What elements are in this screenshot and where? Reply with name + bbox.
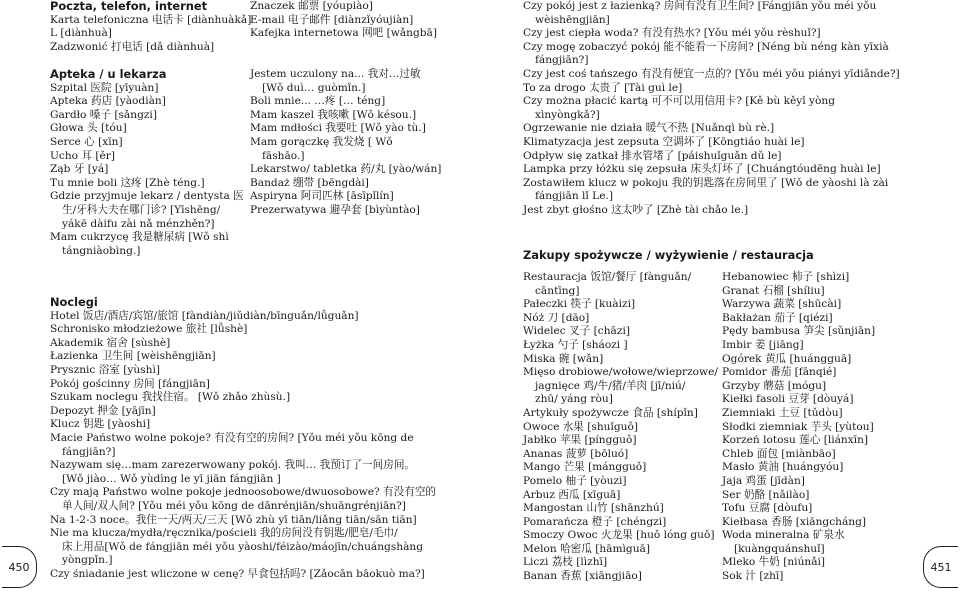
entry-line: Nóż 刀 [dāo] (523, 311, 590, 324)
entry-line: Czy śniadanie jest wliczone w cenę? 早食包括吗? [Zǎocān bāokuò ma?] (50, 567, 425, 580)
vocab-entry (50, 177, 246, 191)
entry-line: Mam cukrzycę 我是糖尿病 [Wǒ shì (50, 231, 229, 244)
entry-line: Jest zbyt głośno 这太吵了 [Zhè tài chǎo le.] (523, 203, 749, 216)
entry-line: tángniàobìng.] (62, 244, 141, 257)
entry-line: Czy jest coś tańszego 有没有便宜一点的? [Yǒu méi yǒu piányi yīdiǎnde?] (523, 67, 900, 80)
vocab-entry (523, 421, 713, 435)
vocab-entry (50, 310, 475, 324)
entry-line: Pomarańcza 橙子 [chéngzi] (523, 515, 667, 528)
entry-line: Pokój gościnny 房间 [fángjiān] (50, 377, 210, 390)
entry-line: Szpital 医院 [yīyuàn] (50, 81, 159, 94)
spacer (250, 54, 472, 68)
page-number-left: 450 (8, 560, 30, 574)
entry-line: fángjiān?] (62, 445, 116, 458)
vocab-entry (50, 350, 475, 364)
vocab-entry (50, 323, 475, 337)
vocab-entry (523, 41, 923, 68)
entry-line: Gdzie przyjmuje lekarz / dentysta 医 (50, 190, 244, 203)
vocab-entry (523, 82, 923, 96)
entry-line: Liczi 荔枝 [lìzhī] (523, 556, 608, 569)
vocab-entry (523, 312, 713, 326)
entry-line: Prysznic 浴室 [yùshì] (50, 363, 160, 376)
entry-line: Widelec 叉子 [chāzi] (523, 325, 630, 338)
entry-line: Serce 心 [xīn] (50, 135, 123, 148)
vocab-entry (50, 13, 252, 28)
entry-line: Arbuz 西瓜 [xīguā] (523, 488, 621, 501)
entry-line: Mam mdłości 我要吐 [Wǒ yào tù.] (250, 122, 426, 135)
entry-line: fángjiān?] (535, 54, 589, 67)
vocab-entry (722, 325, 912, 339)
vocab-entry (50, 486, 475, 513)
entry-line: Mam gorączkę 我发烧 [ Wǒ (250, 135, 393, 148)
entry-line: Nie ma klucza/mydła/ręcznika/pościeli 我的房间没有钥匙/肥皂/毛巾/ (50, 527, 398, 540)
entry-line: Ananas 菠萝 [bōluó] (523, 447, 629, 460)
vocab-entry (722, 570, 912, 584)
entry-line: Woda mineralna 矿泉水 (722, 529, 845, 542)
entry-line: [kuàngquánshuǐ] (734, 542, 825, 555)
entry-line: Grzyby 蘑菇 [mógu] (722, 379, 827, 392)
vocab-entry (523, 339, 713, 353)
entry-line: Bandaż 绷带 [bēngdài] (250, 176, 369, 189)
vocab-entry (250, 204, 472, 218)
vocab-entry (722, 353, 912, 367)
hotel-phrases-section (523, 0, 923, 218)
vocab-entry (50, 163, 246, 177)
entry-line: Czy jest ciepła woda? 有没有热水? [Yǒu méi yǒu rèshuǐ?] (523, 27, 821, 40)
entry-line: Pomidor 番茄 [fānqié] (722, 366, 837, 379)
entry-line: Warzywa 蔬菜 [shūcài] (722, 298, 842, 311)
vocab-entry (523, 163, 923, 177)
right-page (480, 0, 960, 608)
entry-line: Nazywam się…mam zarezerwowany pokój. 我叫… 我预订了一间房间。 (50, 459, 416, 472)
vocab-entry (50, 95, 246, 109)
vocab-entry (722, 339, 912, 353)
vocab-entry (722, 461, 912, 475)
vocab-entry (50, 231, 246, 258)
entry-line: Mam kaszel 我咳嗽 [Wǒ késou.] (250, 108, 417, 121)
entry-line: cāntīng] (535, 284, 580, 297)
vocab-entry (50, 136, 246, 150)
vocab-entry (50, 568, 475, 582)
vocab-entry (523, 366, 718, 407)
vocab-entry (722, 502, 912, 516)
entry-line: Depozyt 押金 [yājīn] (50, 404, 156, 417)
vocab-entry (523, 271, 713, 298)
entry-line: fāshāo.] (262, 149, 305, 162)
entry-line: L [diànhuà] (50, 27, 112, 40)
vocab-entry (523, 556, 713, 570)
vocab-entry (722, 529, 912, 556)
vocab-entry (523, 68, 923, 82)
entry-line: Restauracja 饭馆/餐厅 [fànguǎn/ (523, 271, 692, 283)
entry-line: 单人间/双人间? [Yǒu méi yǒu kōng de dānrénjiān/shuāngrénjiān?] (62, 499, 406, 512)
entry-line: Sok 汁 [zhī] (722, 570, 784, 583)
vocab-entry (523, 529, 713, 543)
entry-line: Aspiryna 阿司匹林 [āsīpǐlín] (250, 190, 394, 203)
entry-line: Gardło 嗓子 [sǎngzi] (50, 108, 157, 121)
vocab-entry (50, 527, 475, 568)
entry-line: Hebanowiec 柿子 [shìzi] (722, 271, 850, 283)
entry-line: Prezerwatywa 避孕套 [bìyùntào] (250, 203, 420, 216)
entry-line: Karta telefoniczna 电话卡 [diànhuàkǎ] (50, 13, 252, 26)
entry-line: Zostawiłem klucz w pokoju 我的钥匙落在房间里了 [Wǒ de yàoshi là zài (523, 176, 889, 189)
entry-line: Mleko 牛奶 [niúnǎi] (722, 556, 826, 569)
vocab-entry (50, 27, 246, 41)
entry-line: Klucz 钥匙 [yàoshi] (50, 418, 151, 431)
entry-line: xìnyòngkǎ?] (535, 108, 600, 121)
entry-line: Melon 哈密瓜 [hāmìguā] (523, 542, 650, 555)
vocab-entry (523, 448, 713, 462)
entry-line: Mięso drobiowe/wołowe/wieprzowe/ (523, 366, 718, 379)
entry-line: Czy pokój jest z łazienką? 房间有没有卫生间? [Fángjiān yǒu méi yǒu (523, 0, 877, 12)
section-heading: Noclegi (50, 295, 98, 309)
vocab-entry (50, 150, 246, 164)
vocab-entry (722, 489, 912, 503)
entry-line: Lampka przy łóżku się zepsuła 床头灯坏了 [Chuángtóudēng huài le] (523, 163, 881, 176)
vocab-entry (722, 285, 912, 299)
entry-line: yákē dàifu zài nǎ ménzhěn?] (62, 217, 215, 230)
entry-line: Banan 香蕉 [xiāngjiāo] (523, 570, 642, 583)
entry-line: Kafejka internetowa 网吧 [wǎngbā] (250, 27, 437, 40)
entry-line: wèishēngjiān] (535, 13, 610, 26)
entry-line: Odpływ się zatkał 排水管堵了 [páishuǐguǎn dǔ le] (523, 149, 782, 162)
entry-line: Zadzwonić 打电话 [dǎ diànhuà] (50, 40, 215, 53)
vocab-entry (523, 543, 713, 557)
vocab-entry (523, 27, 923, 41)
vocab-entry (50, 405, 475, 419)
vocab-entry (50, 391, 475, 405)
vocab-entry (50, 82, 246, 96)
vocab-entry (50, 337, 475, 351)
vocab-entry (523, 570, 713, 584)
entry-line: 生/牙科大夫在哪门诊? [Yīshēng/ (62, 203, 221, 216)
entry-line: Na 1-2-3 noce。我住一天/两天/三天 [Wǒ zhù yī tiān/liǎng tiān/sān tiān] (50, 513, 417, 526)
vocab-entry (722, 271, 912, 285)
entry-line: fángjiān lǐ Le.] (535, 190, 613, 203)
vocab-entry (523, 204, 923, 218)
entry-line: Łazienka 卫生间 [wèishēngjiān] (50, 350, 216, 363)
entry-line: Ser 奶酪 [nǎilào] (722, 488, 810, 501)
entry-line: Chleb 面包 [miànbāo] (722, 447, 836, 460)
entry-line: Szukam noclegu 我找住宿。 [Wǒ zhǎo zhùsù.] (50, 391, 291, 404)
vocab-entry (250, 27, 472, 41)
vocab-entry (523, 150, 923, 164)
vocab-entry (722, 475, 912, 489)
entry-line: Ogrzewanie nie działa 暖气不热 [Nuǎnqì bù rè.] (523, 122, 775, 135)
vocab-entry (250, 0, 472, 14)
vocab-entry (250, 163, 472, 177)
vocab-entry (523, 0, 923, 27)
vocab-entry (722, 380, 912, 394)
entry-line: Korzeń lotosu 莲心 [liánxīn] (722, 434, 869, 447)
entry-line: Głowa 头 [tóu] (50, 122, 127, 135)
entry-line: Jestem uczulony na... 我对…过敏 (250, 67, 421, 80)
vocab-entry (250, 122, 472, 136)
entry-line: Znaczek 邮票 [yóupiào] (250, 0, 373, 12)
entry-line: zhū/ yáng ròu] (535, 393, 613, 406)
entry-line: Akademik 宿舍 [sùshè] (50, 336, 171, 349)
page-number-right: 451 (930, 560, 952, 574)
left-column-2 (250, 0, 472, 218)
vocab-entry (50, 190, 246, 231)
vocab-entry (50, 432, 475, 459)
entry-line: 床上用品[Wǒ de fángjiān méi yǒu yàoshi/féizào/máojīn/chuángshàng (62, 540, 424, 553)
entry-line: Miska 碗 [wǎn] (523, 352, 604, 365)
entry-line: [Wǒ jiào… Wǒ yùdìng le yī jiān fángjiān ] (62, 472, 281, 485)
vocab-entry (722, 448, 912, 462)
entry-line: Granat 石榴 [shíliu] (722, 284, 825, 297)
entry-line: Pałeczki 筷子 [kuàizi] (523, 298, 636, 311)
entry-line: Apteka 药店 [yàodiàn] (50, 95, 166, 108)
vocab-entry (523, 325, 713, 339)
entry-line: Tu mnie boli 这疼 [Zhè téng.] (50, 176, 205, 189)
entry-line: Macie Państwo wolne pokoje? 有没有空的房间? [Yǒu méi yǒu kōng de (50, 431, 414, 444)
vocab-entry (50, 122, 246, 136)
vocab-entry (722, 366, 912, 380)
entry-line: yòngpǐn.] (62, 554, 113, 567)
entry-line: Czy mogę zobaczyć pokój 能不能看一下房间? [Néng bù néng kàn yīxià (523, 40, 889, 53)
entry-line: Słodki ziemniak 芋头 [yùtou] (722, 420, 874, 433)
spacer (250, 41, 472, 55)
entry-line: Pędy bambusa 笋尖 [sǔnjiān] (722, 325, 876, 338)
vocab-entry (722, 434, 912, 448)
vocab-entry (722, 421, 912, 435)
vocab-entry (250, 136, 472, 163)
entry-line: jagnięce 鸡/牛/猪/羊肉 [jī/niú/ (535, 379, 686, 392)
shopping-column-right (722, 271, 912, 584)
vocab-entry (722, 516, 912, 530)
entry-line: Ogórek 黄瓜 [huángguā] (722, 352, 852, 365)
entry-line: Ząb 牙 [yá] (50, 163, 109, 176)
entry-line: Pomelo 柚子 [yòuzi] (523, 474, 627, 487)
entry-line: Łyżka 勺子 [sháozi ] (523, 338, 628, 351)
vocab-entry (50, 378, 475, 392)
entry-line: Jabłko 苹果 [píngguǒ] (523, 434, 637, 447)
vocab-entry (523, 122, 923, 136)
vocab-entry (523, 461, 713, 475)
vocab-entry (50, 41, 246, 55)
entry-line: Boli mnie... …疼 [… téng] (250, 95, 386, 108)
vocab-entry (250, 177, 472, 191)
vocab-entry (523, 502, 713, 516)
entry-line: Masło 黄油 [huángyóu] (722, 461, 844, 474)
vocab-entry (50, 418, 475, 432)
vocab-entry (722, 298, 912, 312)
entry-line: [Wǒ duì… guòmǐn.] (262, 81, 366, 94)
section-heading: Poczta, telefon, internet (50, 0, 208, 13)
vocab-entry (722, 556, 912, 570)
entry-line: Ziemniaki 土豆 [tǔdòu] (722, 406, 843, 419)
entry-line: Czy można płacić kartą 可不可以用信用卡? [Kě bù kěyǐ yòng (523, 95, 836, 108)
vocab-entry (250, 14, 472, 28)
entry-line: Kiełki fasoli 豆芽 [dòuyá] (722, 393, 854, 406)
vocab-entry (250, 68, 472, 95)
vocab-entry (250, 95, 472, 109)
vocab-entry (523, 475, 713, 489)
section-heading: Apteka / u lekarza (50, 66, 167, 81)
shopping-heading: Zakupy spożywcze / wyżywienie / restauracja (523, 248, 814, 262)
entry-line: Tofu 豆腐 [dòufu] (722, 502, 813, 515)
entry-line: Smoczy Owoc 火龙果 [huǒ lóng guǒ] (523, 529, 715, 542)
spacer (50, 54, 246, 68)
entry-line: To za drogo 太贵了 [Tài guì le] (523, 81, 683, 94)
entry-line: Imbir 姜 [jiāng] (722, 338, 804, 351)
vocab-entry (523, 95, 923, 122)
vocab-entry (523, 353, 713, 367)
vocab-entry (523, 298, 713, 312)
entry-line: Lekarstwo/ tabletka 药/丸 [yào/wán] (250, 163, 442, 176)
vocab-entry (523, 407, 713, 421)
accommodation-section (50, 296, 475, 581)
vocab-entry (722, 312, 912, 326)
vocab-entry (250, 190, 472, 204)
vocab-entry (523, 516, 713, 530)
vocab-entry (523, 136, 923, 150)
vocab-entry (722, 393, 912, 407)
entry-line: Kiełbasa 香肠 [xiāngcháng] (722, 515, 867, 528)
left-column-1 (50, 0, 252, 258)
page-number-tab-left (2, 546, 37, 588)
entry-line: Jaja 鸡蛋 [jīdàn] (722, 474, 805, 487)
entry-line: Mango 芒果 [mángguǒ] (523, 461, 647, 474)
entry-line: Czy mają Państwo wolne pokoje jednoosobowe/dwuosobowe? 有没有空的 (50, 486, 437, 499)
entry-line: Hotel 饭店/酒店/宾馆/旅馆 [fàndiàn/jiǔdiàn/bīnguǎn/lǚguǎn] (50, 309, 359, 322)
page-number-tab-right (923, 546, 958, 588)
entry-line: Mangostan 山竹 [shānzhú] (523, 502, 664, 515)
vocab-entry (50, 364, 475, 378)
entry-line: Klimatyzacja jest zepsuta 空调坏了 [Kōngtiáo huài le] (523, 135, 805, 148)
shopping-column-left (523, 271, 718, 584)
entry-line: Schronisko młodzieżowe 旅社 [lǚshè] (50, 323, 248, 336)
vocab-entry (50, 514, 475, 528)
vocab-entry (722, 407, 912, 421)
vocab-entry (50, 459, 475, 486)
entry-line: Bakłażan 茄子 [qiézi] (722, 311, 833, 324)
vocab-entry (50, 109, 246, 123)
vocab-entry (250, 109, 472, 123)
entry-line: Artykuły spożywcze 食品 [shípǐn] (523, 406, 698, 419)
vocab-entry (523, 434, 713, 448)
entry-line: E-mail 电子邮件 [diànzǐyóujiàn] (250, 13, 414, 26)
vocab-entry (523, 489, 713, 503)
vocab-entry (523, 177, 923, 204)
entry-line: Ucho 耳 [ěr] (50, 149, 115, 162)
entry-line: Owoce 水果 [shuǐguǒ] (523, 420, 638, 433)
